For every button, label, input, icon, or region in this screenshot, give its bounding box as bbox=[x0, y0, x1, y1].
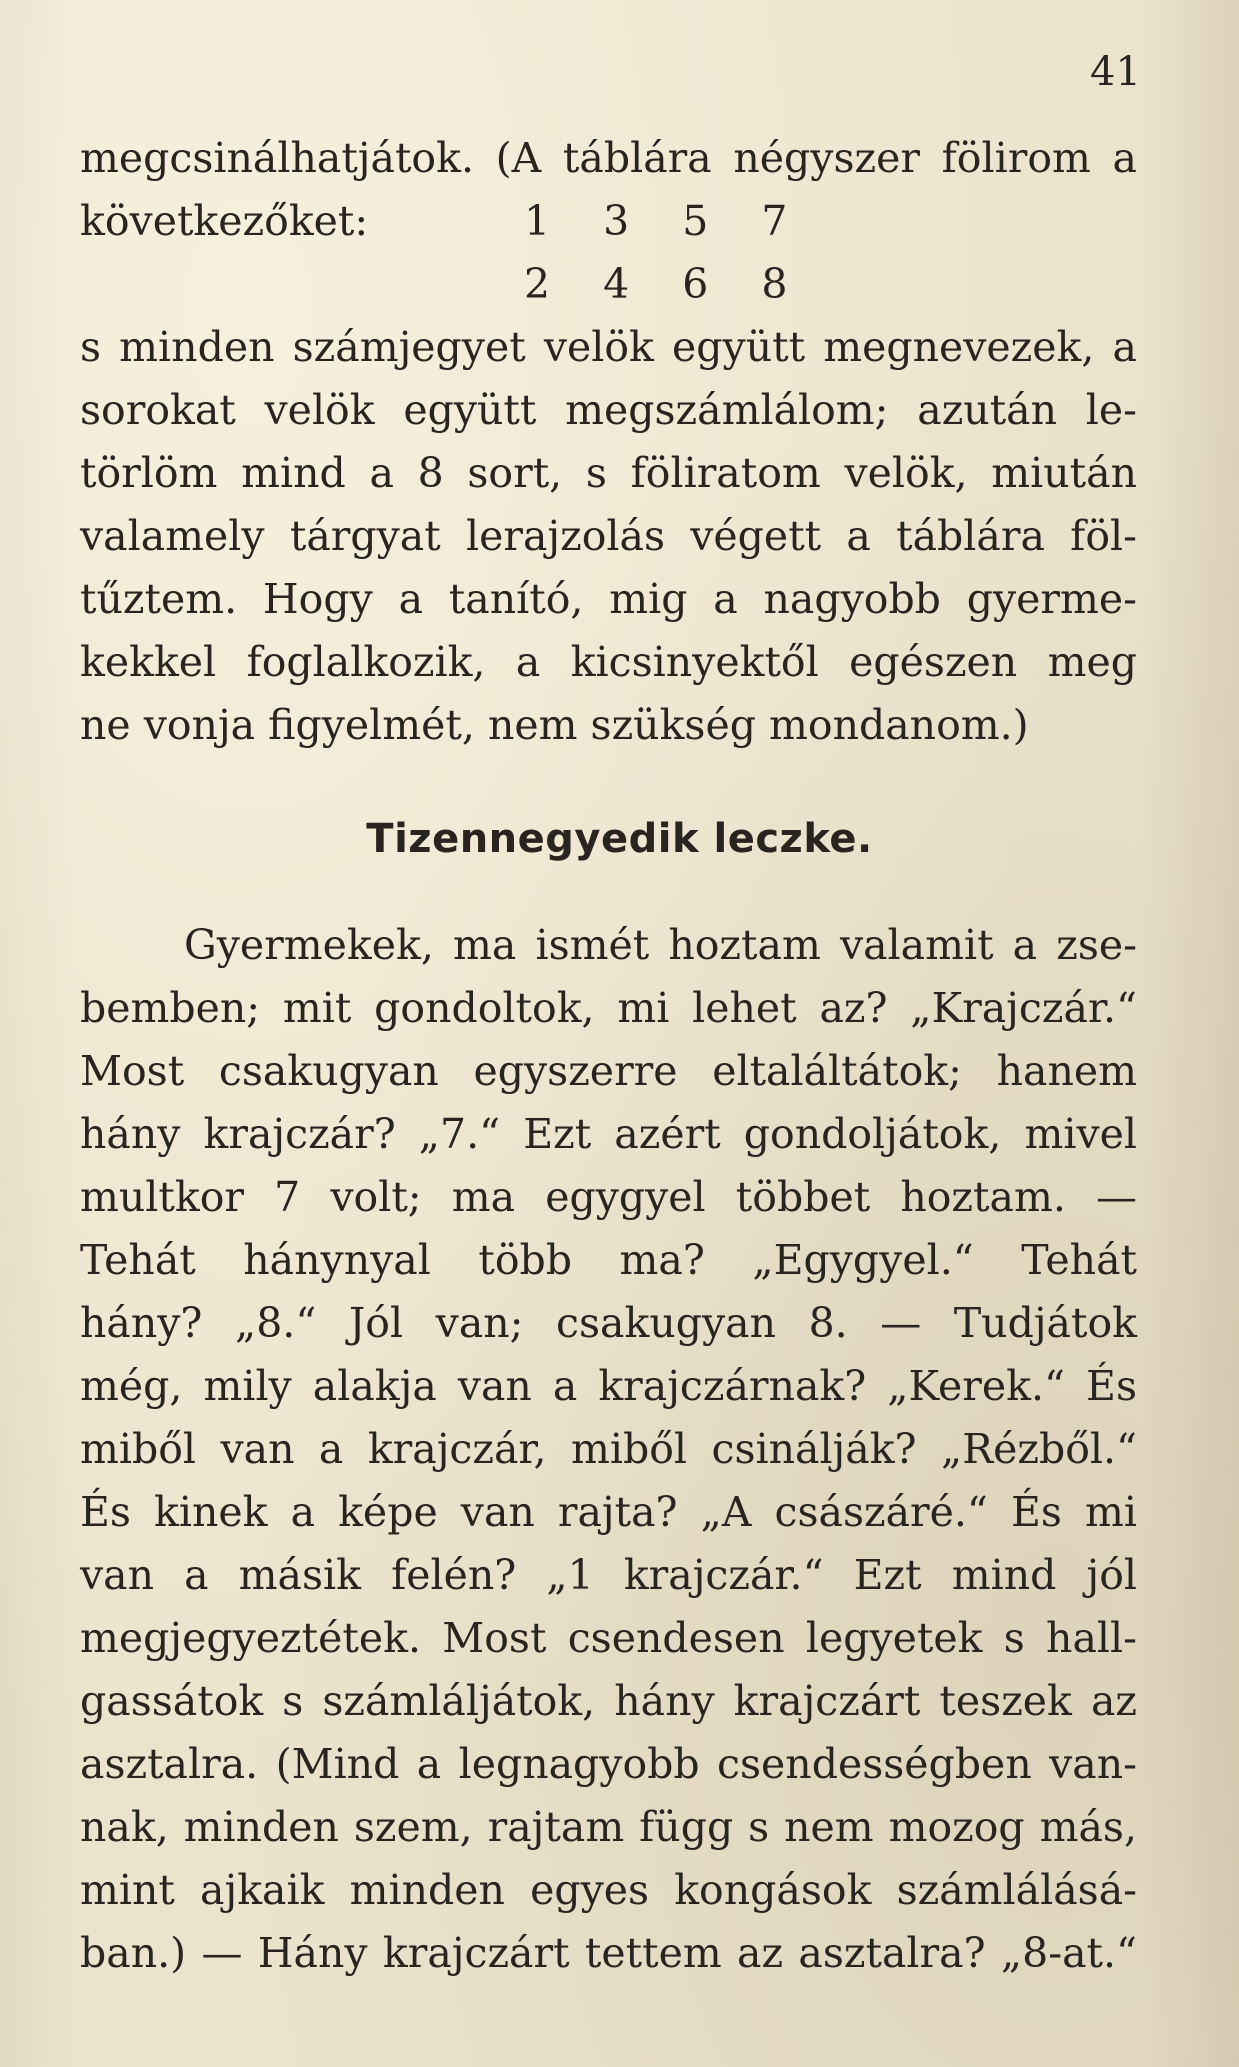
text-line: multkor 7 volt; ma egygyel többet hoztam. — bbox=[80, 1173, 1137, 1221]
text-line: s minden számjegyet velök együtt megnevezek, a bbox=[80, 323, 1137, 371]
text-line: bemben; mit gondoltok, mi lehet az? „Krajczár.“ bbox=[80, 984, 1137, 1032]
text-line: miből van a krajczár, miből csinálják? „Rézből.“ bbox=[80, 1425, 1137, 1473]
text-line: mint ajkaik minden egyes kongások számlálásá- bbox=[80, 1866, 1137, 1914]
text-line: sorokat velök együtt megszámlálom; azután le- bbox=[80, 386, 1137, 434]
text-line: kekkel foglalkozik, a kicsinyektől egészen meg bbox=[80, 638, 1137, 686]
number-row-even: 2 4 6 8 bbox=[524, 260, 808, 308]
page-number: 41 bbox=[1090, 49, 1141, 95]
text-line: ne vonja figyelmét, nem szükség mondanom.) bbox=[80, 701, 1029, 749]
text-line: hány? „8.“ Jól van; csakugyan 8. — Tudjátok bbox=[80, 1299, 1137, 1347]
lesson-heading: Tizennegyedik leczke. bbox=[366, 816, 873, 862]
number-row-odd: 1 3 5 7 bbox=[524, 197, 808, 245]
text-line: hány krajczár? „7.“ Ezt azért gondoljátok, mivel bbox=[80, 1110, 1137, 1158]
text-line: megcsinálhatjátok. (A táblára négyszer fölirom a bbox=[80, 134, 1137, 182]
text-line: Gyermekek, ma ismét hoztam valamit a zse- bbox=[184, 921, 1137, 969]
text-line: asztalra. (Mind a legnagyobb csendességben van- bbox=[80, 1740, 1137, 1788]
text-line: tűztem. Hogy a tanító, mig a nagyobb gyerme- bbox=[80, 575, 1137, 623]
text-line: nak, minden szem, rajtam függ s nem mozog más, bbox=[80, 1803, 1137, 1851]
text-line: gassátok s számláljátok, hány krajczárt teszek az bbox=[80, 1677, 1137, 1725]
text-line: ban.) — Hány krajczárt tettem az asztalra? „8-at.“ bbox=[80, 1929, 1137, 1977]
text-line: még, mily alakja van a krajczárnak? „Kerek.“ És bbox=[80, 1362, 1137, 1410]
text-line: van a másik felén? „1 krajczár.“ Ezt mind jól bbox=[80, 1551, 1137, 1599]
text-line: Tehát hánynyal több ma? „Egygyel.“ Tehát bbox=[80, 1236, 1137, 1284]
text-line: következőket: bbox=[80, 197, 369, 245]
text-line: valamely tárgyat lerajzolás végett a táblára föl- bbox=[80, 512, 1137, 560]
text-line: Most csakugyan egyszerre eltaláltátok; hanem bbox=[80, 1047, 1137, 1095]
text-line: törlöm mind a 8 sort, s föliratom velök, miután bbox=[80, 449, 1137, 497]
text-line: megjegyeztétek. Most csendesen legyetek s hall- bbox=[80, 1614, 1137, 1662]
text-line: És kinek a képe van rajta? „A császáré.“ És mi bbox=[80, 1488, 1137, 1536]
